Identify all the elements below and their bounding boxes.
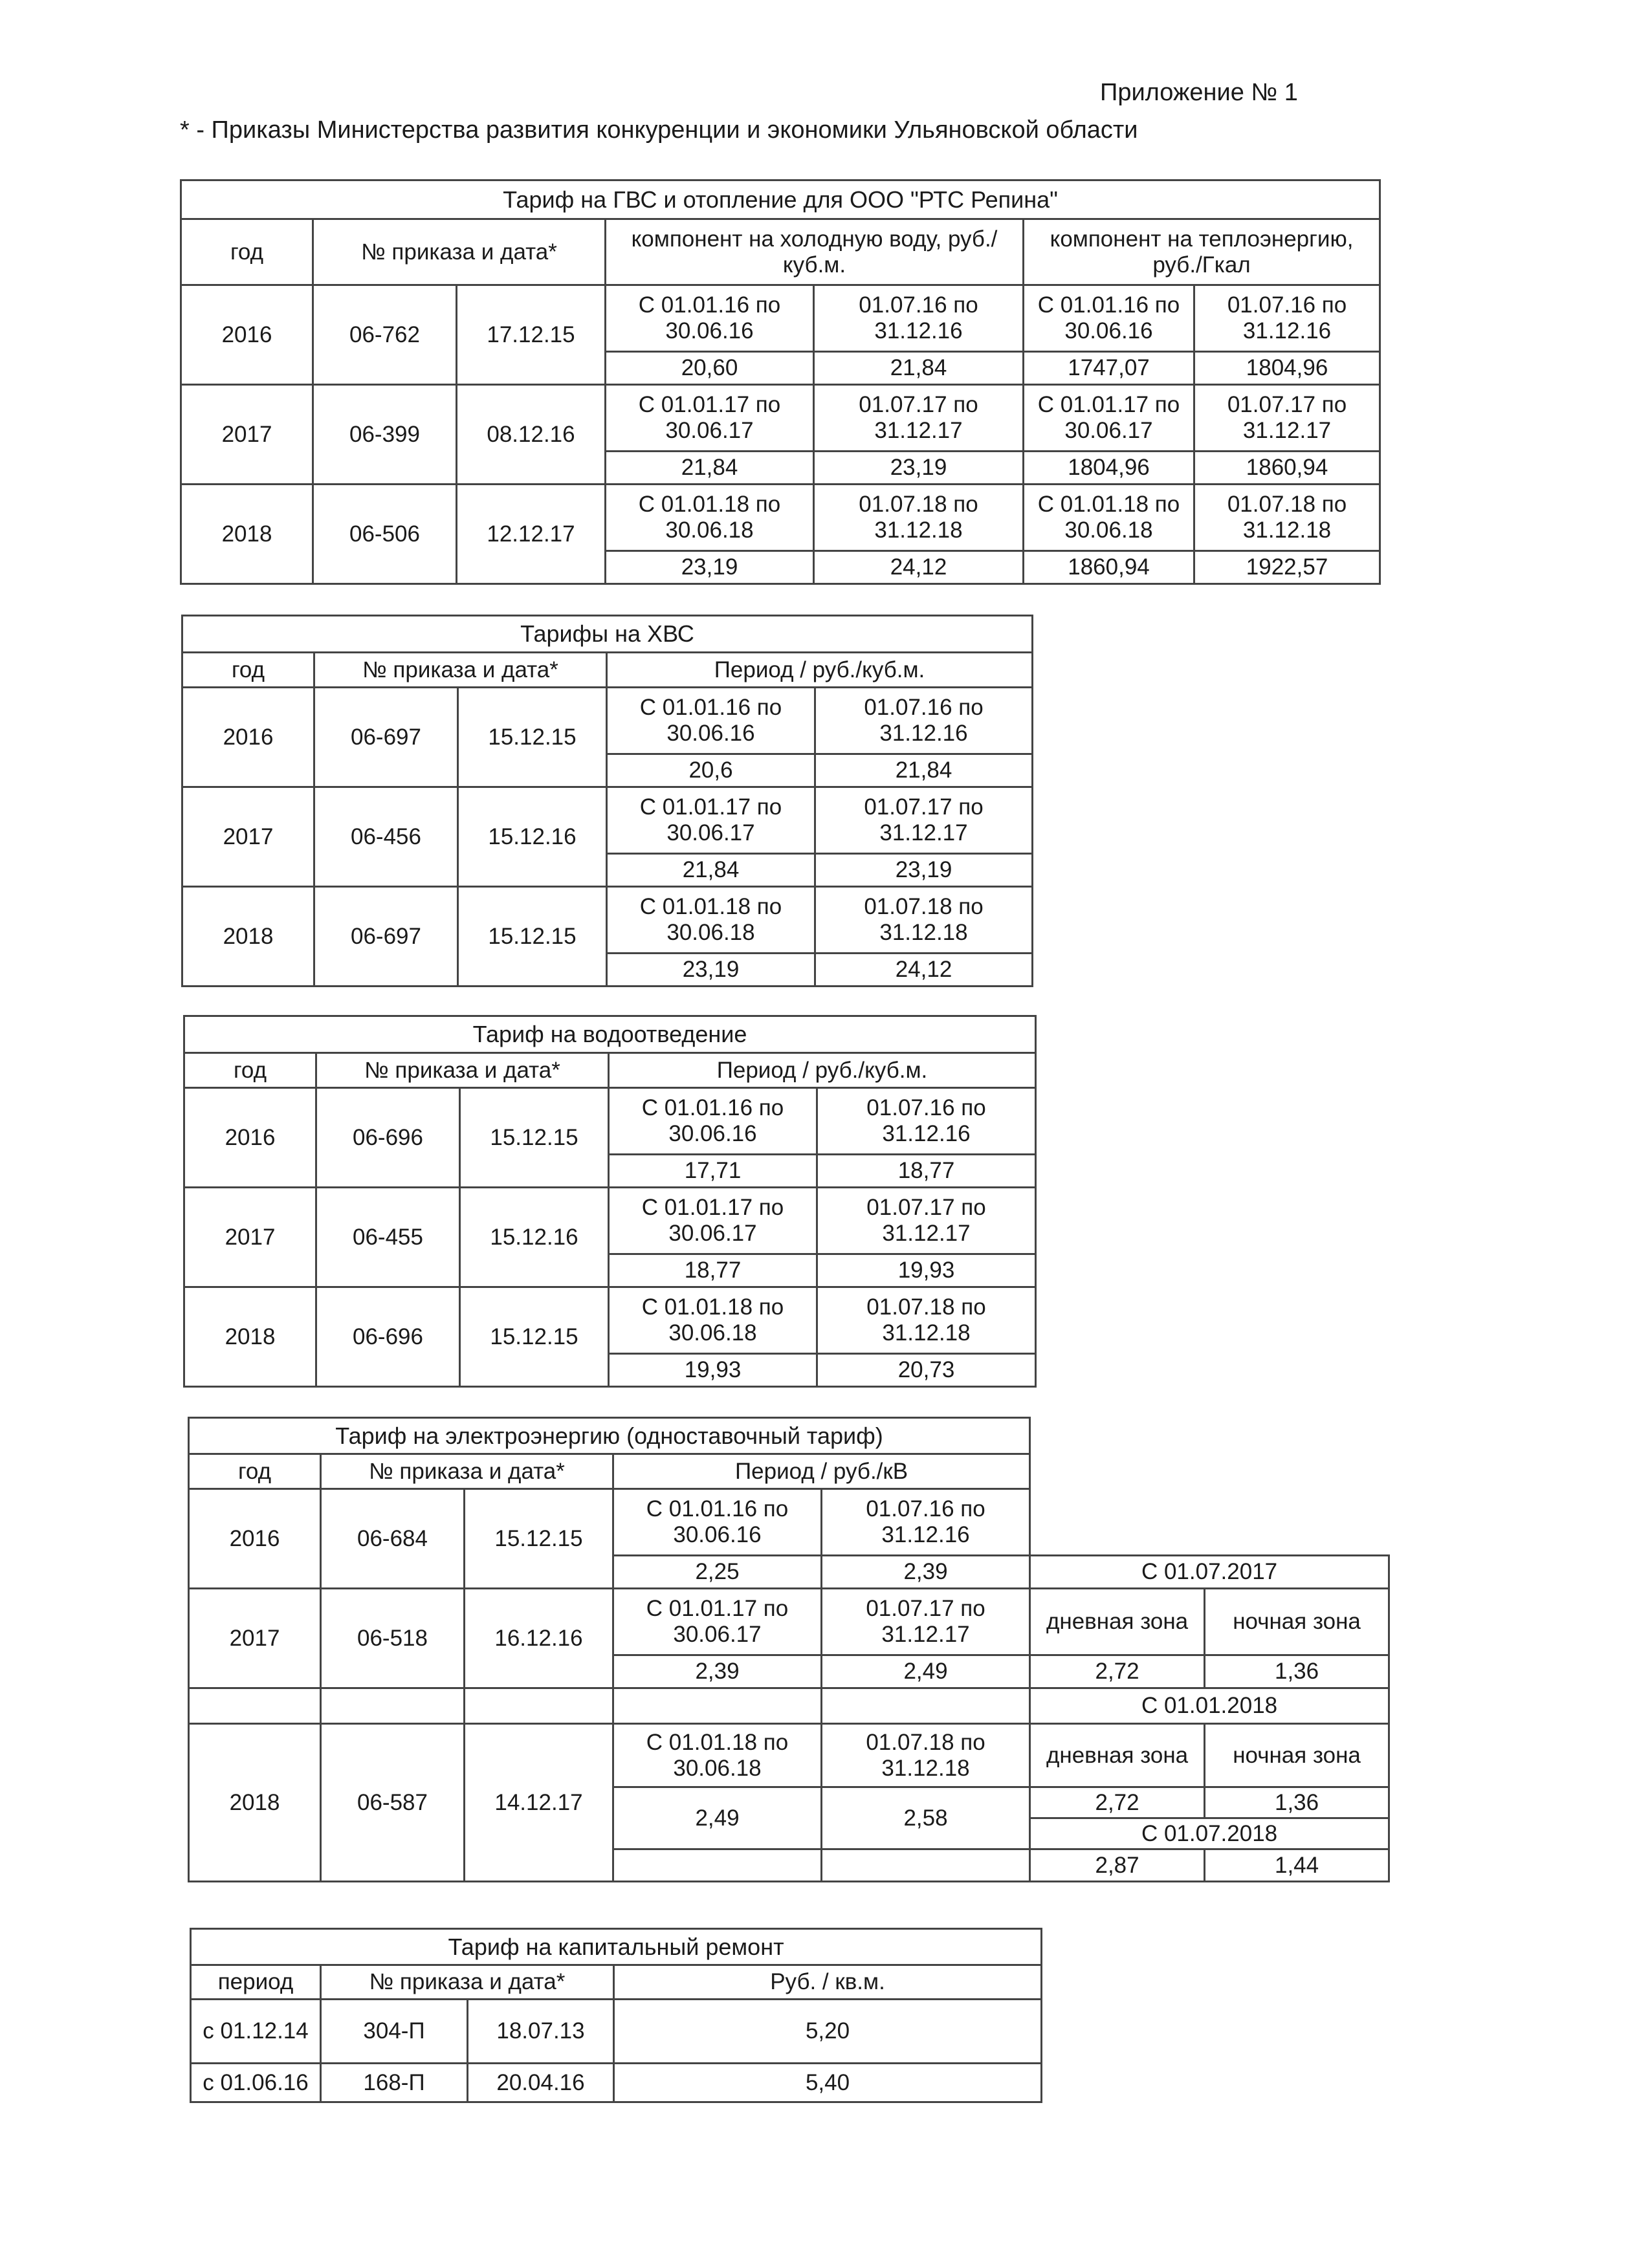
- value-cell: 19,93: [609, 1354, 817, 1387]
- annex-label: Приложение № 1: [1100, 79, 1298, 106]
- header-year: год: [189, 1454, 321, 1489]
- year-cell: 2018: [189, 1724, 321, 1882]
- hot-water-tariff-table: [180, 179, 1381, 585]
- year-cell: 2016: [182, 688, 314, 787]
- value-cell: 2,49: [613, 1787, 822, 1849]
- period-cell: С 01.01.18 по 30.06.18: [606, 485, 814, 551]
- value-cell: 19,93: [817, 1254, 1036, 1287]
- value-cell: 1804,96: [1024, 452, 1194, 485]
- year-cell: 2017: [182, 787, 314, 887]
- value-cell: 23,19: [815, 854, 1033, 887]
- period-cell: 01.07.17 по 31.12.17: [817, 1188, 1036, 1254]
- capital-repair-tariff-table: [190, 1928, 1042, 2103]
- period-cell: 01.07.18 по 31.12.18: [817, 1287, 1036, 1354]
- day-zone-value: 2,87: [1030, 1849, 1205, 1882]
- period-cell: С 01.01.18 по 30.06.18: [607, 887, 815, 954]
- period-cell: с 01.12.14: [191, 2000, 321, 2064]
- value-cell: 24,12: [815, 954, 1033, 987]
- header-year: год: [182, 653, 314, 688]
- night-zone-label: ночная зона: [1205, 1589, 1389, 1655]
- header-period: Период / руб./куб.м.: [609, 1053, 1036, 1088]
- order-number: 06-518: [321, 1589, 465, 1688]
- order-number: 06-456: [314, 787, 458, 887]
- period-cell: 01.07.17 по 31.12.17: [822, 1589, 1030, 1655]
- value-cell: 24,12: [814, 551, 1024, 584]
- year-cell: 2016: [189, 1489, 321, 1589]
- value-cell: 18,77: [817, 1155, 1036, 1188]
- table-title: Тариф на водоотведение: [184, 1016, 1036, 1053]
- order-date: 14.12.17: [465, 1724, 613, 1882]
- header-order: № приказа и дата*: [314, 653, 607, 688]
- order-date: 18.07.13: [468, 2000, 614, 2064]
- value-cell: 5,20: [614, 2000, 1042, 2064]
- order-date: 17.12.15: [457, 285, 606, 385]
- zone-period-header: С 01.01.2018: [1030, 1688, 1389, 1724]
- header-order: № приказа и дата*: [321, 1454, 613, 1489]
- value-cell: 2,25: [613, 1556, 822, 1589]
- period-cell: С 01.01.18 по 30.06.18: [1024, 485, 1194, 551]
- night-zone-value: 1,36: [1205, 1655, 1389, 1688]
- header-order: № приказа и дата*: [316, 1053, 609, 1088]
- order-number: 06-455: [316, 1188, 460, 1287]
- period-cell: С 01.01.16 по 30.06.16: [1024, 285, 1194, 352]
- period-cell: 01.07.17 по 31.12.17: [815, 787, 1033, 854]
- period-cell: С 01.01.17 по 30.06.17: [613, 1589, 822, 1655]
- year-cell: 2018: [181, 485, 313, 584]
- value-cell: 23,19: [814, 452, 1024, 485]
- period-cell: С 01.01.18 по 30.06.18: [609, 1287, 817, 1354]
- period-cell: С 01.01.17 по 30.06.17: [609, 1188, 817, 1254]
- value-cell: 21,84: [815, 754, 1033, 787]
- night-zone-value: 1,36: [1205, 1787, 1389, 1818]
- value-cell: 2,58: [822, 1787, 1030, 1849]
- order-date: 15.12.15: [458, 887, 607, 987]
- drainage-tariff-table: [183, 1015, 1037, 1388]
- order-number: 06-697: [314, 688, 458, 787]
- table-title: Тариф на капитальный ремонт: [191, 1929, 1042, 1965]
- value-cell: 20,73: [817, 1354, 1036, 1387]
- order-date: 15.12.16: [458, 787, 607, 887]
- header-period: Период / руб./кВ: [613, 1454, 1030, 1489]
- zone-period-header: С 01.07.2018: [1030, 1818, 1389, 1849]
- period-cell: 01.07.16 по 31.12.16: [814, 285, 1024, 352]
- order-date: 15.12.16: [460, 1188, 609, 1287]
- order-number: 168-П: [321, 2064, 468, 2102]
- table-title: Тариф на электроэнергию (одноставочный тариф): [189, 1418, 1030, 1454]
- electricity-tariff-table: [188, 1417, 1390, 1882]
- night-zone-label: ночная зона: [1205, 1724, 1389, 1787]
- order-number: 06-697: [314, 887, 458, 987]
- period-cell: 01.07.18 по 31.12.18: [814, 485, 1024, 551]
- period-cell: с 01.06.16: [191, 2064, 321, 2102]
- value-cell: 20,60: [606, 352, 814, 385]
- value-cell: 1922,57: [1194, 551, 1380, 584]
- period-cell: 01.07.17 по 31.12.17: [1194, 385, 1380, 452]
- year-cell: 2016: [184, 1088, 316, 1188]
- value-cell: 20,6: [607, 754, 815, 787]
- period-cell: 01.07.16 по 31.12.16: [815, 688, 1033, 754]
- table-title: Тариф на ГВС и отопление для ООО "РТС Репина": [181, 180, 1380, 219]
- value-cell: 5,40: [614, 2064, 1042, 2102]
- order-date: 16.12.16: [465, 1589, 613, 1688]
- period-cell: 01.07.16 по 31.12.16: [822, 1489, 1030, 1556]
- value-cell: 2,39: [613, 1655, 822, 1688]
- header-order: № приказа и дата*: [321, 1965, 614, 2000]
- header-period: период: [191, 1965, 321, 2000]
- value-cell: 1860,94: [1194, 452, 1380, 485]
- value-cell: 23,19: [606, 551, 814, 584]
- period-cell: 01.07.18 по 31.12.18: [1194, 485, 1380, 551]
- cold-water-tariff-table: [181, 615, 1033, 987]
- order-number: 06-696: [316, 1287, 460, 1387]
- day-zone-label: дневная зона: [1030, 1724, 1205, 1787]
- year-cell: 2017: [184, 1188, 316, 1287]
- header-rub-per-m2: Руб. / кв.м.: [614, 1965, 1042, 2000]
- year-cell: 2018: [184, 1287, 316, 1387]
- year-cell: 2016: [181, 285, 313, 385]
- header-period: Период / руб./куб.м.: [607, 653, 1033, 688]
- value-cell: 1804,96: [1194, 352, 1380, 385]
- value-cell: 18,77: [609, 1254, 817, 1287]
- header-cold-water-component: компонент на холодную воду, руб./куб.м.: [606, 219, 1024, 285]
- header-year: год: [181, 219, 313, 285]
- value-cell: 1860,94: [1024, 551, 1194, 584]
- header-heat-component: компонент на теплоэнергию, руб./Гкал: [1024, 219, 1380, 285]
- day-zone-value: 2,72: [1030, 1787, 1205, 1818]
- period-cell: 01.07.18 по 31.12.18: [815, 887, 1033, 954]
- order-number: 06-696: [316, 1088, 460, 1188]
- year-cell: 2017: [181, 385, 313, 485]
- period-cell: 01.07.18 по 31.12.18: [822, 1724, 1030, 1787]
- order-number: 06-684: [321, 1489, 465, 1589]
- period-cell: С 01.01.16 по 30.06.16: [607, 688, 815, 754]
- year-cell: 2018: [182, 887, 314, 987]
- order-date: 15.12.15: [460, 1088, 609, 1188]
- value-cell: 21,84: [607, 854, 815, 887]
- period-cell: 01.07.17 по 31.12.17: [814, 385, 1024, 452]
- year-cell: 2017: [189, 1589, 321, 1688]
- footnote: * - Приказы Министерства развития конкуренции и экономики Ульяновской области: [180, 116, 1138, 144]
- order-number: 06-506: [313, 485, 457, 584]
- order-date: 15.12.15: [458, 688, 607, 787]
- table-title: Тарифы на ХВС: [182, 616, 1033, 653]
- zone-period-header: С 01.07.2017: [1030, 1556, 1389, 1589]
- order-date: 08.12.16: [457, 385, 606, 485]
- header-year: год: [184, 1053, 316, 1088]
- period-cell: С 01.01.17 по 30.06.17: [606, 385, 814, 452]
- period-cell: С 01.01.18 по 30.06.18: [613, 1724, 822, 1787]
- period-cell: С 01.01.17 по 30.06.17: [1024, 385, 1194, 452]
- period-cell: С 01.01.16 по 30.06.16: [609, 1088, 817, 1155]
- order-number: 06-587: [321, 1724, 465, 1882]
- order-date: 15.12.15: [465, 1489, 613, 1589]
- value-cell: 21,84: [814, 352, 1024, 385]
- value-cell: 1747,07: [1024, 352, 1194, 385]
- period-cell: 01.07.16 по 31.12.16: [1194, 285, 1380, 352]
- order-number: 06-762: [313, 285, 457, 385]
- night-zone-value: 1,44: [1205, 1849, 1389, 1882]
- day-zone-label: дневная зона: [1030, 1589, 1205, 1655]
- period-cell: С 01.01.17 по 30.06.17: [607, 787, 815, 854]
- period-cell: С 01.01.16 по 30.06.16: [606, 285, 814, 352]
- period-cell: 01.07.16 по 31.12.16: [817, 1088, 1036, 1155]
- header-order: № приказа и дата*: [313, 219, 606, 285]
- order-number: 304-П: [321, 2000, 468, 2064]
- value-cell: 23,19: [607, 954, 815, 987]
- order-number: 06-399: [313, 385, 457, 485]
- period-cell: С 01.01.16 по 30.06.16: [613, 1489, 822, 1556]
- order-date: 20.04.16: [468, 2064, 614, 2102]
- value-cell: 2,39: [822, 1556, 1030, 1589]
- value-cell: 2,49: [822, 1655, 1030, 1688]
- order-date: 15.12.15: [460, 1287, 609, 1387]
- day-zone-value: 2,72: [1030, 1655, 1205, 1688]
- value-cell: 21,84: [606, 452, 814, 485]
- value-cell: 17,71: [609, 1155, 817, 1188]
- order-date: 12.12.17: [457, 485, 606, 584]
